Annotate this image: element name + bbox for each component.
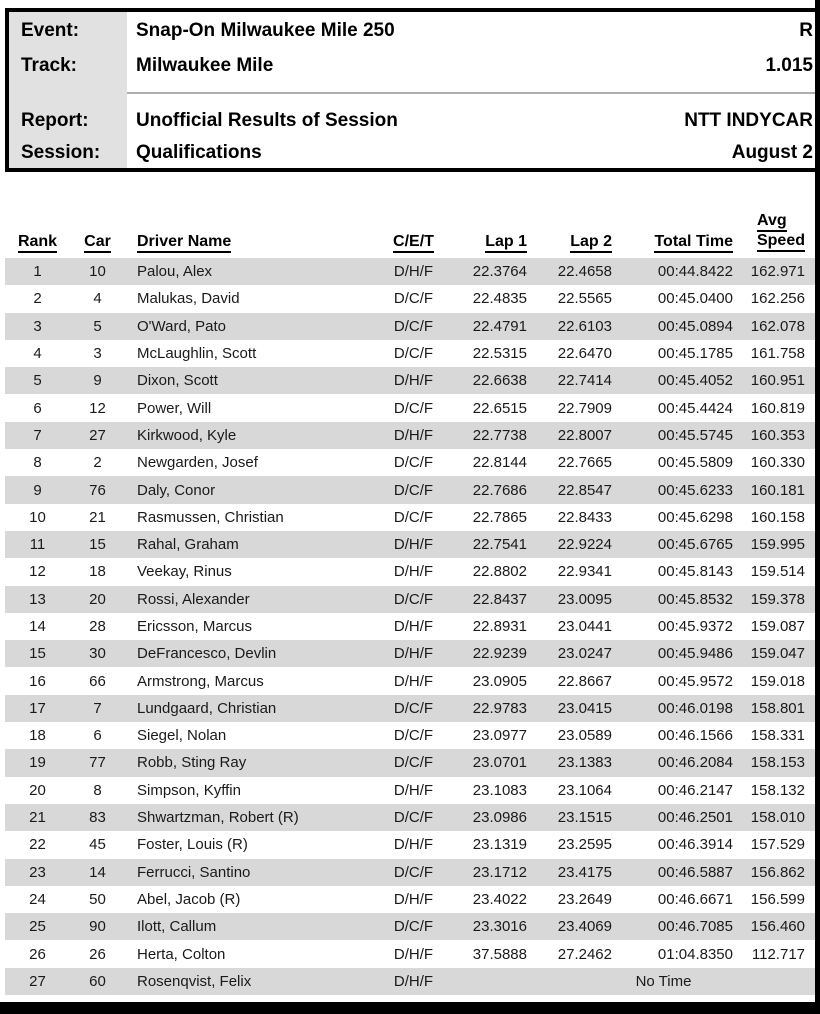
- cell-lap1: 22.7686: [472, 481, 527, 499]
- cell-lap1: 22.4835: [472, 290, 527, 308]
- cell-lap1: 22.7541: [472, 536, 527, 554]
- column-header-rank: Rank: [5, 202, 70, 258]
- cell-car-number: 14: [89, 863, 106, 881]
- cell-avg-speed: 159.378: [750, 590, 805, 608]
- cell-lap1: 22.8437: [472, 590, 527, 608]
- cell-driver-name: Shwartzman, Robert (R): [137, 809, 299, 827]
- cell-lap2: 23.2649: [557, 890, 612, 908]
- cell-car-number: 45: [89, 836, 106, 854]
- cell-driver-name: Palou, Alex: [137, 263, 213, 281]
- cell-total-time: No Time: [635, 972, 692, 990]
- column-header-driver: Driver Name: [125, 202, 380, 258]
- cell-car-number: 4: [93, 290, 102, 308]
- event-label: Event:: [21, 20, 80, 41]
- report-label: Report:: [21, 110, 89, 131]
- session-label: Session:: [21, 142, 101, 163]
- track-value: Milwaukee Mile: [136, 55, 274, 76]
- table-row: [5, 558, 815, 585]
- cell-lap1: 22.7865: [472, 508, 527, 526]
- cell-rank: 26: [29, 945, 46, 963]
- table-row: [5, 422, 815, 449]
- column-header-cet: C/E/T: [380, 202, 447, 258]
- cell-rank: 8: [33, 454, 42, 472]
- table-row: [5, 613, 815, 640]
- column-header-car: Car: [70, 202, 125, 258]
- cell-rank: 10: [29, 508, 46, 526]
- cell-lap2: 23.0247: [557, 645, 612, 663]
- cell-cet: D/C/F: [393, 754, 434, 772]
- cell-avg-speed: 160.330: [750, 454, 805, 472]
- cell-rank: 14: [29, 618, 46, 635]
- cell-rank: 23: [29, 863, 46, 881]
- screenshot-right-edge-bar: [815, 0, 820, 1014]
- cell-avg-speed: 158.010: [750, 809, 805, 827]
- cell-lap1: 22.7738: [472, 426, 527, 444]
- cell-driver-name: Dixon, Scott: [137, 372, 218, 390]
- cell-rank: 17: [29, 699, 46, 717]
- cell-avg-speed: 157.529: [750, 836, 805, 854]
- table-row: [5, 313, 815, 340]
- cell-car-number: 28: [89, 618, 106, 635]
- cell-cet: D/C/F: [393, 508, 434, 526]
- report-value: Unofficial Results of Session: [136, 110, 398, 131]
- cell-driver-name: McLaughlin, Scott: [137, 345, 257, 363]
- column-header-lap1: Lap 1: [447, 202, 532, 258]
- cell-car-number: 3: [93, 345, 102, 363]
- cell-rank: 5: [33, 372, 42, 390]
- cell-total-time: 00:45.5745: [657, 426, 733, 444]
- cell-avg-speed: 160.353: [750, 426, 805, 444]
- header-separator: [127, 92, 820, 94]
- cell-driver-name: Rosenqvist, Felix: [137, 972, 252, 990]
- cell-car-number: 83: [89, 809, 106, 827]
- cell-rank: 16: [29, 672, 46, 690]
- cell-car-number: 66: [89, 672, 106, 690]
- cell-rank: 4: [33, 345, 42, 363]
- table-row: [5, 777, 815, 804]
- table-row: [5, 285, 815, 312]
- header-row-session: [9, 142, 820, 170]
- cell-driver-name: Robb, Sting Ray: [137, 754, 247, 772]
- cell-driver-name: Foster, Louis (R): [137, 836, 248, 854]
- cell-avg-speed: 158.153: [750, 754, 805, 772]
- cell-lap1: 22.6515: [472, 399, 527, 417]
- cell-car-number: 7: [93, 699, 102, 717]
- cell-lap1: 23.0905: [472, 672, 527, 690]
- cell-cet: D/H/F: [393, 672, 434, 690]
- cell-cet: D/H/F: [393, 372, 434, 390]
- table-row: [5, 340, 815, 367]
- cell-avg-speed: 159.018: [750, 672, 805, 690]
- header-row-track: [9, 55, 820, 83]
- cell-cet: D/C/F: [393, 454, 434, 472]
- event-value: Snap-On Milwaukee Mile 250: [136, 20, 395, 41]
- cell-lap2: 23.0441: [557, 618, 612, 635]
- table-row: [5, 531, 815, 558]
- cell-rank: 11: [29, 536, 46, 554]
- cell-rank: 1: [33, 263, 42, 281]
- cell-total-time: 01:04.8350: [657, 945, 733, 963]
- cell-avg-speed: 162.256: [750, 290, 805, 308]
- cell-rank: 22: [29, 836, 46, 854]
- cell-lap2: 27.2462: [557, 945, 612, 963]
- cell-cet: D/H/F: [393, 645, 434, 663]
- cell-lap1: 23.4022: [472, 890, 527, 908]
- table-row: [5, 913, 815, 940]
- cell-lap2: 22.9224: [557, 536, 612, 554]
- cell-rank: 24: [29, 890, 46, 908]
- session-value: Qualifications: [136, 142, 262, 163]
- cell-total-time: 00:46.5887: [657, 863, 733, 881]
- cell-avg-speed: 159.995: [750, 536, 805, 554]
- cell-lap1: 22.6638: [472, 372, 527, 390]
- cell-driver-name: Rossi, Alexander: [137, 590, 250, 608]
- cell-cet: D/C/F: [393, 399, 434, 417]
- table-row: [5, 804, 815, 831]
- cell-lap1: 22.3764: [472, 263, 527, 281]
- cell-rank: 9: [33, 481, 42, 499]
- table-row: [5, 968, 815, 995]
- cell-avg-speed: 156.460: [750, 918, 805, 936]
- cell-lap1: 23.3016: [472, 918, 527, 936]
- cell-total-time: 00:45.9372: [657, 618, 733, 635]
- cell-lap2: 22.8547: [557, 481, 612, 499]
- cell-total-time: 00:45.4424: [657, 399, 733, 417]
- cell-total-time: 00:46.1566: [657, 727, 733, 745]
- cell-avg-speed: 158.331: [750, 727, 805, 745]
- cell-rank: 18: [29, 727, 46, 745]
- table-row: [5, 394, 815, 421]
- cell-car-number: 26: [89, 945, 106, 963]
- cell-lap2: 22.9341: [557, 563, 612, 581]
- cell-car-number: 2: [93, 454, 102, 472]
- cell-lap1: 22.8144: [472, 454, 527, 472]
- header-row-event: [9, 20, 820, 48]
- cell-lap1: 23.1083: [472, 781, 527, 799]
- cell-driver-name: Power, Will: [137, 399, 212, 417]
- header-row-report: [9, 110, 820, 138]
- cell-lap1: 23.1712: [472, 863, 527, 881]
- column-header-total-time: Total Time: [617, 202, 738, 258]
- cell-lap2: 23.1515: [557, 809, 612, 827]
- cell-total-time: 00:46.2147: [657, 781, 733, 799]
- cell-avg-speed: 160.951: [750, 372, 805, 390]
- cell-total-time: 00:45.6765: [657, 536, 733, 554]
- cell-lap2: [532, 968, 617, 995]
- cell-total-time: 00:46.6671: [657, 890, 733, 908]
- cell-lap2: 22.5565: [557, 290, 612, 308]
- cell-lap1: 22.5315: [472, 345, 527, 363]
- cell-cet: D/H/F: [393, 263, 434, 281]
- cell-rank: 21: [29, 809, 46, 827]
- event-right-value: R: [799, 20, 813, 41]
- session-right-value: August 2: [731, 142, 813, 163]
- cell-driver-name: Newgarden, Josef: [137, 454, 258, 472]
- cell-rank: 19: [29, 754, 46, 772]
- cell-car-number: 15: [89, 536, 106, 554]
- cell-total-time: 00:46.3914: [657, 836, 733, 854]
- cell-total-time: 00:45.0894: [657, 317, 733, 335]
- cell-lap2: 22.6470: [557, 345, 612, 363]
- table-row: [5, 504, 815, 531]
- cell-lap2: 23.0095: [557, 590, 612, 608]
- cell-cet: D/H/F: [393, 563, 434, 581]
- cell-lap2: 23.2595: [557, 836, 612, 854]
- table-row: [5, 640, 815, 667]
- cell-total-time: 00:46.2084: [657, 754, 733, 772]
- cell-cet: D/H/F: [393, 781, 434, 799]
- cell-driver-name: Ferrucci, Santino: [137, 863, 251, 881]
- cell-rank: 13: [29, 590, 46, 608]
- cell-cet: D/H/F: [393, 945, 434, 963]
- cell-driver-name: Siegel, Nolan: [137, 727, 227, 745]
- cell-lap2: 22.7909: [557, 399, 612, 417]
- cell-avg-speed: 160.181: [750, 481, 805, 499]
- cell-cet: D/H/F: [393, 536, 434, 554]
- cell-driver-name: Rahal, Graham: [137, 536, 239, 554]
- cell-cet: D/C/F: [393, 918, 434, 936]
- cell-car-number: 9: [93, 372, 102, 390]
- cell-lap1: 22.9783: [472, 699, 527, 717]
- cell-lap2: 22.7665: [557, 454, 612, 472]
- cell-lap2: 22.8007: [557, 426, 612, 444]
- cell-total-time: 00:45.6298: [657, 508, 733, 526]
- cell-lap1: 22.8802: [472, 563, 527, 581]
- cell-cet: D/H/F: [393, 618, 434, 635]
- table-row: [5, 258, 815, 285]
- cell-lap2: 22.8433: [557, 508, 612, 526]
- cell-lap2: 23.0589: [557, 727, 612, 745]
- cell-lap2: 23.0415: [557, 699, 612, 717]
- cell-lap2: 23.1064: [557, 781, 612, 799]
- cell-lap1: 37.5888: [472, 945, 527, 963]
- cell-lap1: 22.4791: [472, 317, 527, 335]
- cell-total-time: 00:46.0198: [657, 699, 733, 717]
- table-row: [5, 667, 815, 694]
- cell-avg-speed: 156.599: [750, 890, 805, 908]
- cell-avg-speed: 112.717: [751, 945, 805, 963]
- cell-lap1: 23.0701: [472, 754, 527, 772]
- cell-driver-name: Ilott, Callum: [137, 918, 217, 936]
- column-header-lap2: Lap 2: [532, 202, 617, 258]
- cell-car-number: 20: [89, 590, 106, 608]
- cell-rank: 2: [33, 290, 42, 308]
- cell-rank: 7: [33, 426, 42, 444]
- track-label: Track:: [21, 55, 77, 76]
- table-row: [5, 859, 815, 886]
- cell-driver-name: DeFrancesco, Devlin: [137, 645, 277, 663]
- cell-avg-speed: 156.862: [750, 863, 805, 881]
- cell-driver-name: Ericsson, Marcus: [137, 618, 253, 635]
- cell-cet: D/H/F: [393, 836, 434, 854]
- cell-cet: D/C/F: [393, 345, 434, 363]
- cell-car-number: 50: [89, 890, 106, 908]
- cell-lap2: 23.4175: [557, 863, 612, 881]
- cell-rank: 25: [29, 918, 46, 936]
- cell-avg-speed: 161.758: [750, 345, 805, 363]
- table-row: [5, 367, 815, 394]
- table-row: [5, 749, 815, 776]
- cell-car-number: 76: [89, 481, 106, 499]
- cell-cet: D/C/F: [393, 727, 434, 745]
- cell-car-number: 5: [93, 317, 102, 335]
- cell-total-time: 00:44.8422: [657, 263, 733, 281]
- cell-total-time: 00:46.2501: [657, 809, 733, 827]
- table-row: [5, 586, 815, 613]
- cell-lap2: 22.8667: [557, 672, 612, 690]
- cell-total-time: 00:45.8532: [657, 590, 733, 608]
- report-header-box: [5, 8, 820, 172]
- cell-cet: D/C/F: [393, 290, 434, 308]
- cell-car-number: 30: [89, 645, 106, 663]
- cell-avg-speed: 162.078: [750, 317, 805, 335]
- cell-driver-name: Kirkwood, Kyle: [137, 426, 237, 444]
- cell-driver-name: Daly, Conor: [137, 481, 216, 499]
- cell-driver-name: Malukas, David: [137, 290, 240, 308]
- cell-cet: D/C/F: [393, 317, 434, 335]
- cell-lap1: 22.9239: [472, 645, 527, 663]
- cell-car-number: 6: [93, 727, 102, 745]
- track-right-value: 1.015: [765, 55, 813, 76]
- cell-avg-speed: 159.087: [750, 618, 805, 635]
- cell-cet: D/H/F: [393, 426, 434, 444]
- cell-total-time: 00:46.7085: [657, 918, 733, 936]
- cell-driver-name: Armstrong, Marcus: [137, 672, 264, 690]
- cell-cet: D/C/F: [393, 699, 434, 717]
- cell-cet: D/C/F: [393, 590, 434, 608]
- cell-cet: D/H/F: [393, 890, 434, 908]
- cell-driver-name: Rasmussen, Christian: [137, 508, 284, 526]
- cell-lap2: 23.4069: [557, 918, 612, 936]
- cell-cet: D/C/F: [393, 809, 434, 827]
- results-table: [5, 202, 815, 995]
- cell-cet: D/C/F: [393, 863, 434, 881]
- cell-rank: 20: [29, 781, 46, 799]
- cell-avg-speed: 160.819: [750, 399, 805, 417]
- cell-lap2: 22.4658: [557, 263, 612, 281]
- table-row: [5, 940, 815, 967]
- cell-lap2: 22.6103: [557, 317, 612, 335]
- cell-car-number: 8: [93, 781, 102, 799]
- cell-avg-speed: 159.514: [750, 563, 805, 581]
- cell-avg-speed: 158.801: [750, 699, 805, 717]
- cell-lap1: 23.0986: [472, 809, 527, 827]
- cell-avg-speed: [738, 968, 815, 995]
- cell-avg-speed: 158.132: [750, 781, 805, 799]
- cell-avg-speed: 160.158: [750, 508, 805, 526]
- cell-car-number: 90: [89, 918, 106, 936]
- cell-total-time: 00:45.9572: [657, 672, 733, 690]
- cell-car-number: 60: [89, 972, 106, 990]
- table-row: [5, 449, 815, 476]
- cell-car-number: 12: [89, 399, 106, 417]
- cell-car-number: 27: [89, 426, 106, 444]
- cell-cet: D/H/F: [393, 972, 434, 990]
- cell-driver-name: Simpson, Kyffin: [137, 781, 241, 799]
- cell-lap1: 23.0977: [472, 727, 527, 745]
- cell-rank: 15: [29, 645, 46, 663]
- cell-rank: 12: [29, 563, 46, 581]
- cell-driver-name: Veekay, Rinus: [137, 563, 232, 581]
- cell-driver-name: Abel, Jacob (R): [137, 890, 241, 908]
- table-row: [5, 695, 815, 722]
- cell-driver-name: Herta, Colton: [137, 945, 226, 963]
- cell-avg-speed: 162.971: [750, 263, 805, 281]
- cell-car-number: 21: [89, 508, 106, 526]
- cell-total-time: 00:45.8143: [657, 563, 733, 581]
- cell-lap2: 23.1383: [557, 754, 612, 772]
- cell-total-time: 00:45.6233: [657, 481, 733, 499]
- report-right-value: NTT INDYCAR: [684, 110, 813, 131]
- table-header-row: [5, 202, 815, 258]
- cell-total-time: 00:45.0400: [657, 290, 733, 308]
- cell-lap1: 23.1319: [472, 836, 527, 854]
- cell-car-number: 18: [89, 563, 106, 581]
- column-header-avg-speed: Avg Speed: [738, 202, 815, 258]
- cell-total-time: 00:45.9486: [657, 645, 733, 663]
- table-row: [5, 476, 815, 503]
- table-row: [5, 722, 815, 749]
- table-row: [5, 886, 815, 913]
- cell-rank: 27: [29, 972, 46, 990]
- cell-total-time: 00:45.4052: [657, 372, 733, 390]
- table-row: [5, 831, 815, 858]
- cell-avg-speed: 159.047: [750, 645, 805, 663]
- cell-lap1: [447, 968, 532, 995]
- cell-cet: D/C/F: [393, 481, 434, 499]
- cell-driver-name: O'Ward, Pato: [137, 317, 227, 335]
- cell-driver-name: Lundgaard, Christian: [137, 699, 277, 717]
- cell-rank: 6: [33, 399, 42, 417]
- cell-lap1: 22.8931: [472, 618, 527, 635]
- cell-car-number: 10: [89, 263, 106, 281]
- cell-total-time: 00:45.1785: [657, 345, 733, 363]
- cell-car-number: 77: [89, 754, 106, 772]
- cell-lap2: 22.7414: [557, 372, 612, 390]
- cell-rank: 3: [33, 317, 42, 335]
- cell-total-time: 00:45.5809: [657, 454, 733, 472]
- screenshot-bottom-edge-bar: [0, 1002, 820, 1014]
